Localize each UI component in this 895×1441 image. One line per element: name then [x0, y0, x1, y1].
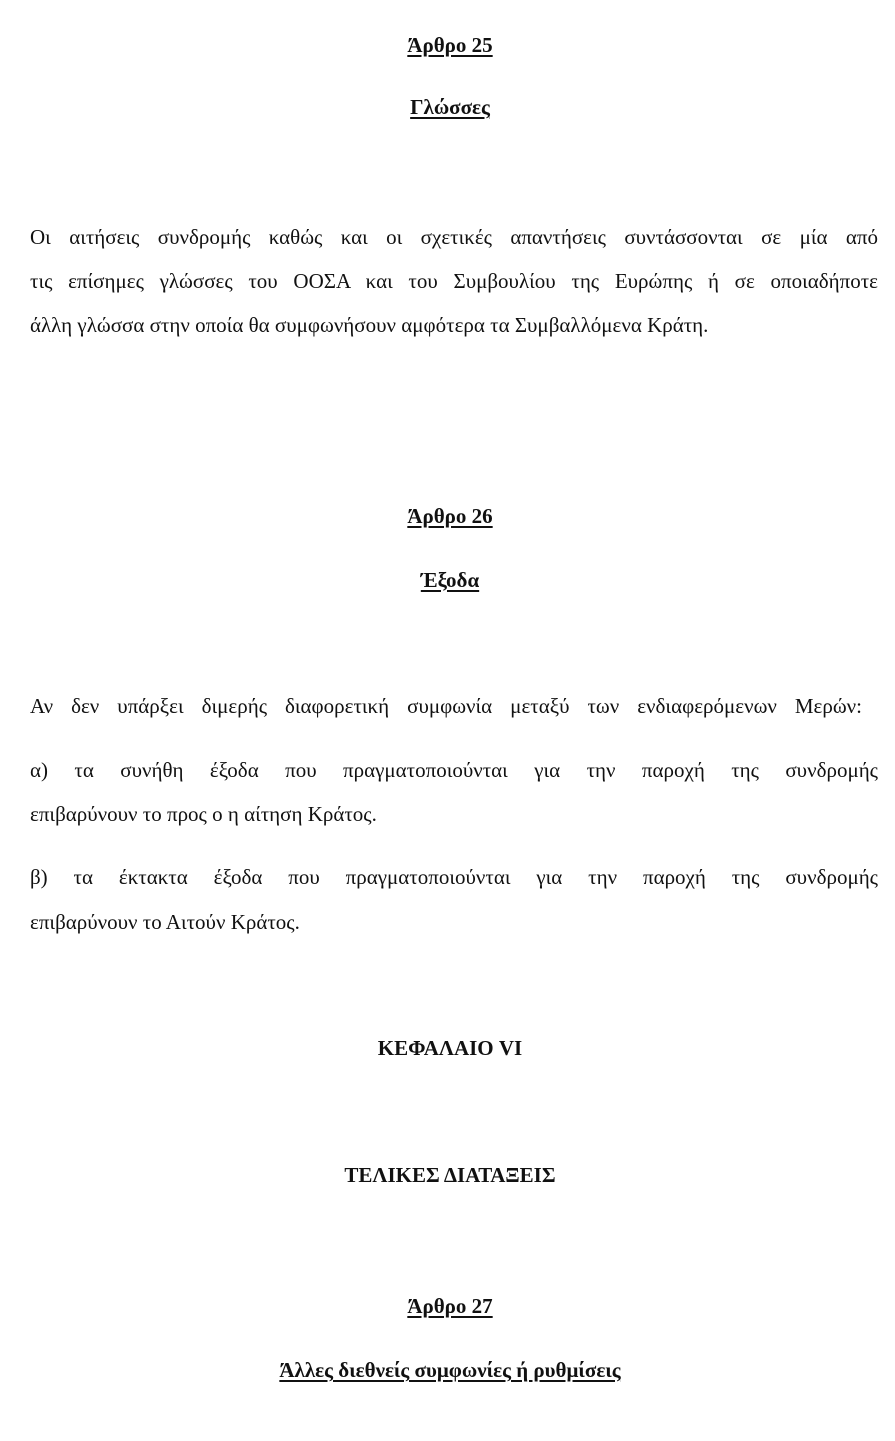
- article-26-item-a-line-2: επιβαρύνουν το προς ο η αίτηση Κράτος.: [30, 802, 377, 826]
- article-27-number: [5, 1291, 895, 1321]
- article-25-body-line-2: τις επίσημες γλώσσες του ΟΟΣΑ και του Συμβουλίου της Ευρώπης ή σε οποιαδήποτε: [30, 269, 878, 293]
- article-25-number: [5, 30, 895, 60]
- article-26-item-b-line-1: β) τα έκτακτα έξοδα που πραγματοποιούνται για την παροχή της συνδρομής: [30, 865, 878, 889]
- article-25-title: [5, 92, 895, 122]
- article-26-intro: Αν δεν υπάρξει διμερής διαφορετική συμφωνία μεταξύ των ενδιαφερόμενων Μερών:: [30, 694, 862, 718]
- chapter-title: ΤΕΛΙΚΕΣ ΔΙΑΤΑΞΕΙΣ: [344, 1163, 556, 1187]
- article-27-title: [5, 1355, 895, 1385]
- article-25-number-text: Άρθρο 25: [407, 33, 493, 57]
- article-25-body-line-3: άλλη γλώσσα στην οποία θα συμφωνήσουν αμφότερα τα Συμβαλλόμενα Κράτη.: [30, 313, 709, 337]
- article-26-item-a-line-1: α) τα συνήθη έξοδα που πραγματοποιούνται για την παροχή της συνδρομής: [30, 758, 878, 782]
- chapter-label: ΚΕΦΑΛΑΙΟ VI: [377, 1036, 523, 1060]
- article-27-title-text: Άλλες διεθνείς συμφωνίες ή ρυθμίσεις: [279, 1358, 621, 1382]
- article-27-number-text: Άρθρο 27: [407, 1294, 493, 1318]
- article-26-number-text: Άρθρο 26: [407, 504, 493, 528]
- article-26-item-b-line-2: επιβαρύνουν το Αιτούν Κράτος.: [30, 910, 300, 934]
- article-26-number: [5, 501, 895, 531]
- article-26-title-text: Έξοδα: [420, 568, 480, 592]
- article-25-title-text: Γλώσσες: [410, 95, 490, 119]
- article-25-body-line-1: Οι αιτήσεις συνδρομής καθώς και οι σχετικές απαντήσεις συντάσσονται σε μία από: [30, 225, 878, 249]
- article-26-title: [5, 565, 895, 595]
